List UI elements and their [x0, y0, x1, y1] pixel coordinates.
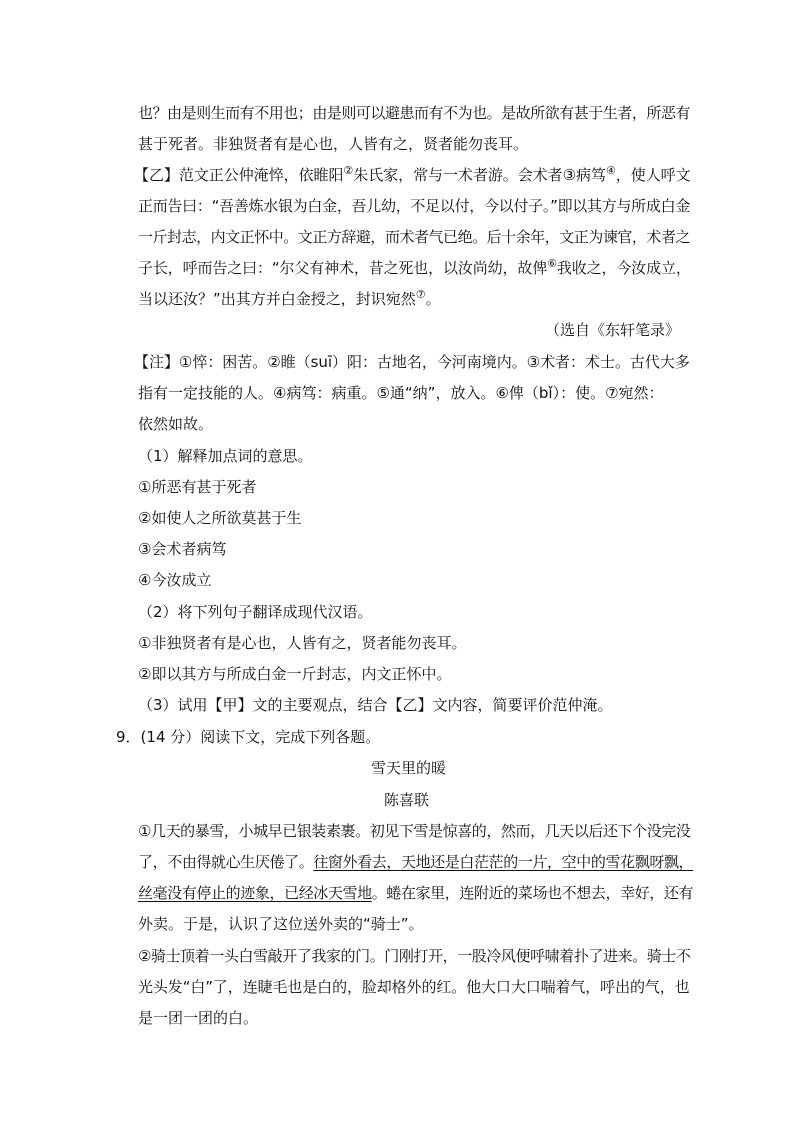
passage-yi-line: 子长，呼而告之曰：“尔父有神术，昔之死也，以汝尚幼，故俾⑥我收之，今汝成立， — [138, 257, 691, 277]
question-item: ②即以其方与所成白金一斤封志，内文正怀中。 — [138, 665, 452, 683]
footnote-marker: ⑥ — [547, 257, 557, 270]
passage-yi-line: 一斤封志，内文正怀中。文正方辞避，而术者气已绝。后十余年，文正为谏官，术者之 — [138, 228, 690, 246]
question-2: （2）将下列句子翻译成现代汉语。 — [138, 603, 373, 621]
article-paragraph-line: ②骑士顶着一头白雪敲开了我家的门。门刚打开，一股冷风便呼啸着扑了进来。骑士不 — [138, 947, 691, 965]
passage-yi-line: 【乙】范文正公仲淹悴，依睢阳②朱氏家，常与一术者游。会术者③病笃④，使人呼文 — [134, 164, 691, 184]
question-item: ①所恶有甚于死者 — [138, 478, 257, 496]
question-item: ④今汝成立 — [138, 571, 212, 589]
passage-yi-line: 正而告曰：“吾善炼水银为白金，吾儿幼，不足以付，今以付子。”即以其方与所成白金 — [138, 197, 691, 215]
article-paragraph-line: ①几天的暴雪，小城早已银装素裹。初见下雪是惊喜的，然而，几天以后还下个没完没 — [138, 822, 691, 840]
question-item: ③会术者病笃 — [138, 540, 227, 558]
source-citation: （选自《东轩笔录》 — [545, 321, 681, 339]
passage-yi-line: 当以还汝？”出其方并白金授之，封识宛然⑦。 — [138, 288, 441, 308]
article-paragraph-line: 丝毫没有停止的迹象，已经冰天雪地。蜷在家里，连附近的菜场也不想去，幸好，还有 — [138, 884, 694, 902]
article-paragraph-line: 了，不由得就心生厌倦了。往窗外看去，天地还是白茫茫的一片，空中的雪花飘呀飘， — [138, 853, 694, 871]
footnote-marker: ② — [343, 164, 354, 177]
question-item: ②如使人之所欲莫甚于生 — [138, 509, 302, 527]
question-9-header: 9．(14 分）阅读下文，完成下列各题。 — [116, 728, 381, 746]
question-3: （3）试用【甲】文的主要观点，结合【乙】文内容，简要评价范仲淹。 — [138, 696, 613, 714]
article-paragraph-line: 光头发“白”了，连睫毛也是白的，脸却格外的红。他大口大口喘着气，呼出的气，也 — [138, 978, 690, 996]
question-item: ①非独贤者有是心也，人皆有之，贤者能勿丧耳。 — [138, 634, 467, 652]
notes-line: 依然如故。 — [138, 415, 214, 433]
notes-line: 指有一定技能的人。④病笃：病重。⑤通“纳”，放入。⑥俾（bǐ）：使。⑦宛然： — [138, 384, 664, 402]
question-1: （1）解释加点词的意思。 — [138, 447, 313, 465]
underlined-sentence: 丝毫没有停止的迹象，已经冰天雪地 — [138, 884, 372, 902]
footnote-marker: ⑦ — [415, 288, 426, 301]
passage-jia-line: 甚于死者。非独贤者有是心也，人皆有之，贤者能勿丧耳。 — [138, 135, 529, 153]
underlined-sentence: 往窗外看去，天地还是白茫茫的一片，空中的雪花飘呀飘， — [313, 853, 694, 871]
article-author: 陈喜联 — [384, 791, 430, 809]
article-title: 雪天里的暖 — [371, 759, 447, 777]
footnote-marker: ④ — [605, 164, 616, 177]
notes-line: 【注】①悴：困苦。②睢（suī）阳：古地名，今河南境内。③术者：术士。古代大多 — [134, 353, 690, 371]
article-paragraph-line: 外卖。于是，认识了这位送外卖的“骑士”。 — [138, 915, 424, 933]
article-paragraph-line: 是一团一团的白。 — [138, 1009, 259, 1027]
passage-jia-line: 也？由是则生而有不用也；由是则可以避患而有不为也。是故所欲有甚于生者，所恶有 — [138, 104, 690, 122]
